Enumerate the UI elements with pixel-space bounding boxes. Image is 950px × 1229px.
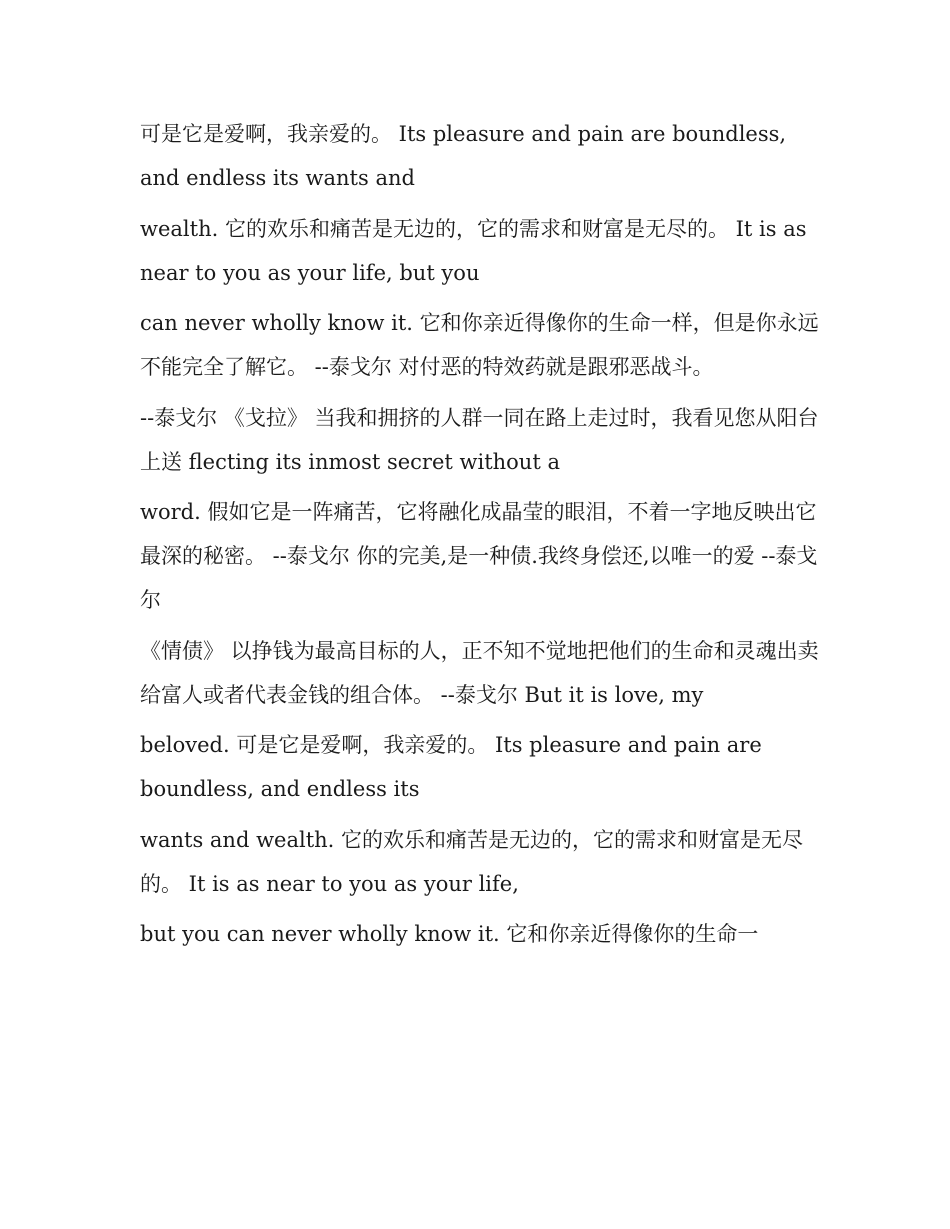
paragraph-2: wealth. 它的欢乐和痛苦是无边的，它的需求和财富是无尽的。 It is as near to you as your life, but you	[140, 216, 807, 285]
paragraph-8: wants and wealth. 它的欢乐和痛苦是无边的，它的需求和财富是无尽的。 It is as near to you as your life,	[140, 827, 804, 896]
paragraph-7: beloved. 可是它是爱啊，我亲爱的。 Its pleasure and pain are boundless, and endless its	[140, 733, 762, 801]
paragraph-5: word. 假如它是一阵痛苦，它将融化成晶莹的眼泪，不着一字地反映出它最深的秘密。 --泰戈尔 你的完美,是一种债.我终身偿还,以唯一的爱 --泰戈尔	[140, 500, 818, 612]
paragraph-4: --泰戈尔 《戈拉》 当我和拥挤的人群一同在路上走过时，我看见您从阳台上送 flecting its inmost secret without a	[140, 405, 819, 474]
paragraph-1: 可是它是爱啊，我亲爱的。 Its pleasure and pain are boundless, and endless its wants and	[140, 122, 787, 190]
document-body	[140, 112, 820, 963]
paragraph-9: but you can never wholly know it. 它和你亲近得像你的生命一	[140, 922, 759, 946]
paragraph-3: can never wholly know it. 它和你亲近得像你的生命一样，但是你永远不能完全了解它。 --泰戈尔 对付恶的特效药就是跟邪恶战斗。	[140, 311, 819, 379]
paragraph-6: 《情债》 以挣钱为最高目标的人，正不知不觉地把他们的生命和灵魂出卖给富人或者代表金钱的组合体。 --泰戈尔 But it is love, my	[140, 638, 819, 707]
